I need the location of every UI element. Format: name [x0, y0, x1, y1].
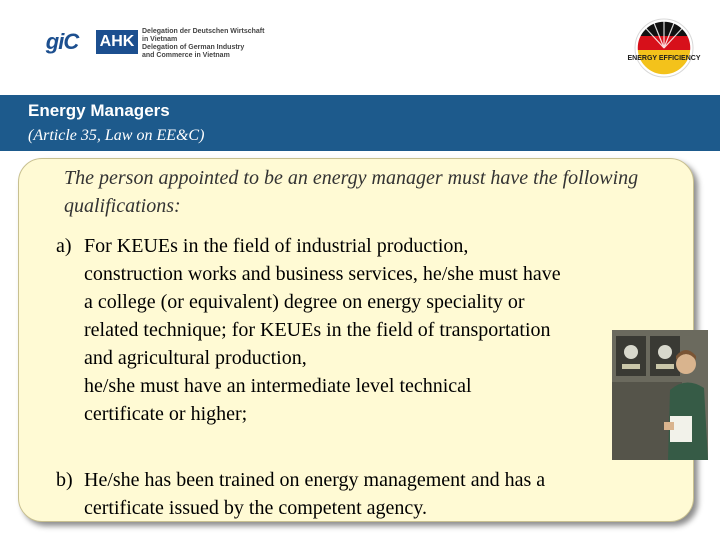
list-item [56, 466, 656, 522]
energy-manager-photo-icon [612, 330, 708, 460]
badge-text: ENERGY EFFICIENCY [627, 55, 701, 62]
gic-logo: giC [45, 29, 79, 54]
item-line: construction works and business services, he/she must have [84, 263, 561, 285]
org-line: and Commerce in Vietnam [142, 52, 230, 59]
page-subtitle: (Article 35, Law on EE&C) [28, 127, 205, 144]
org-name [142, 28, 292, 60]
item-line: and agricultural production, [84, 347, 307, 369]
item-label: a) [56, 235, 72, 257]
item-line: a college (or equivalent) degree on energy speciality or [84, 291, 525, 313]
list-item [56, 232, 656, 428]
page-title: Energy Managers [28, 101, 170, 120]
energy-efficiency-logo-icon [627, 16, 701, 80]
org-line: Delegation of German Industry [142, 44, 245, 51]
ahk-logo: AHK [96, 30, 138, 54]
org-line: Delegation der Deutschen Wirtschaft [142, 28, 265, 35]
item-line: certificate issued by the competent agency. [84, 497, 427, 519]
item-line: he/she must have an intermediate level technical [84, 375, 472, 397]
item-line: certificate or higher; [84, 403, 248, 425]
intro-text: The person appointed to be an energy manager must have the following qualifications: [64, 167, 639, 217]
item-label: b) [56, 469, 73, 491]
org-line: in Vietnam [142, 36, 178, 43]
item-line: related technique; for KEUEs in the field of transportation [84, 319, 551, 341]
item-line: He/she has been trained on energy management and has a [84, 469, 546, 491]
item-line: For KEUEs in the field of industrial production, [84, 235, 469, 257]
